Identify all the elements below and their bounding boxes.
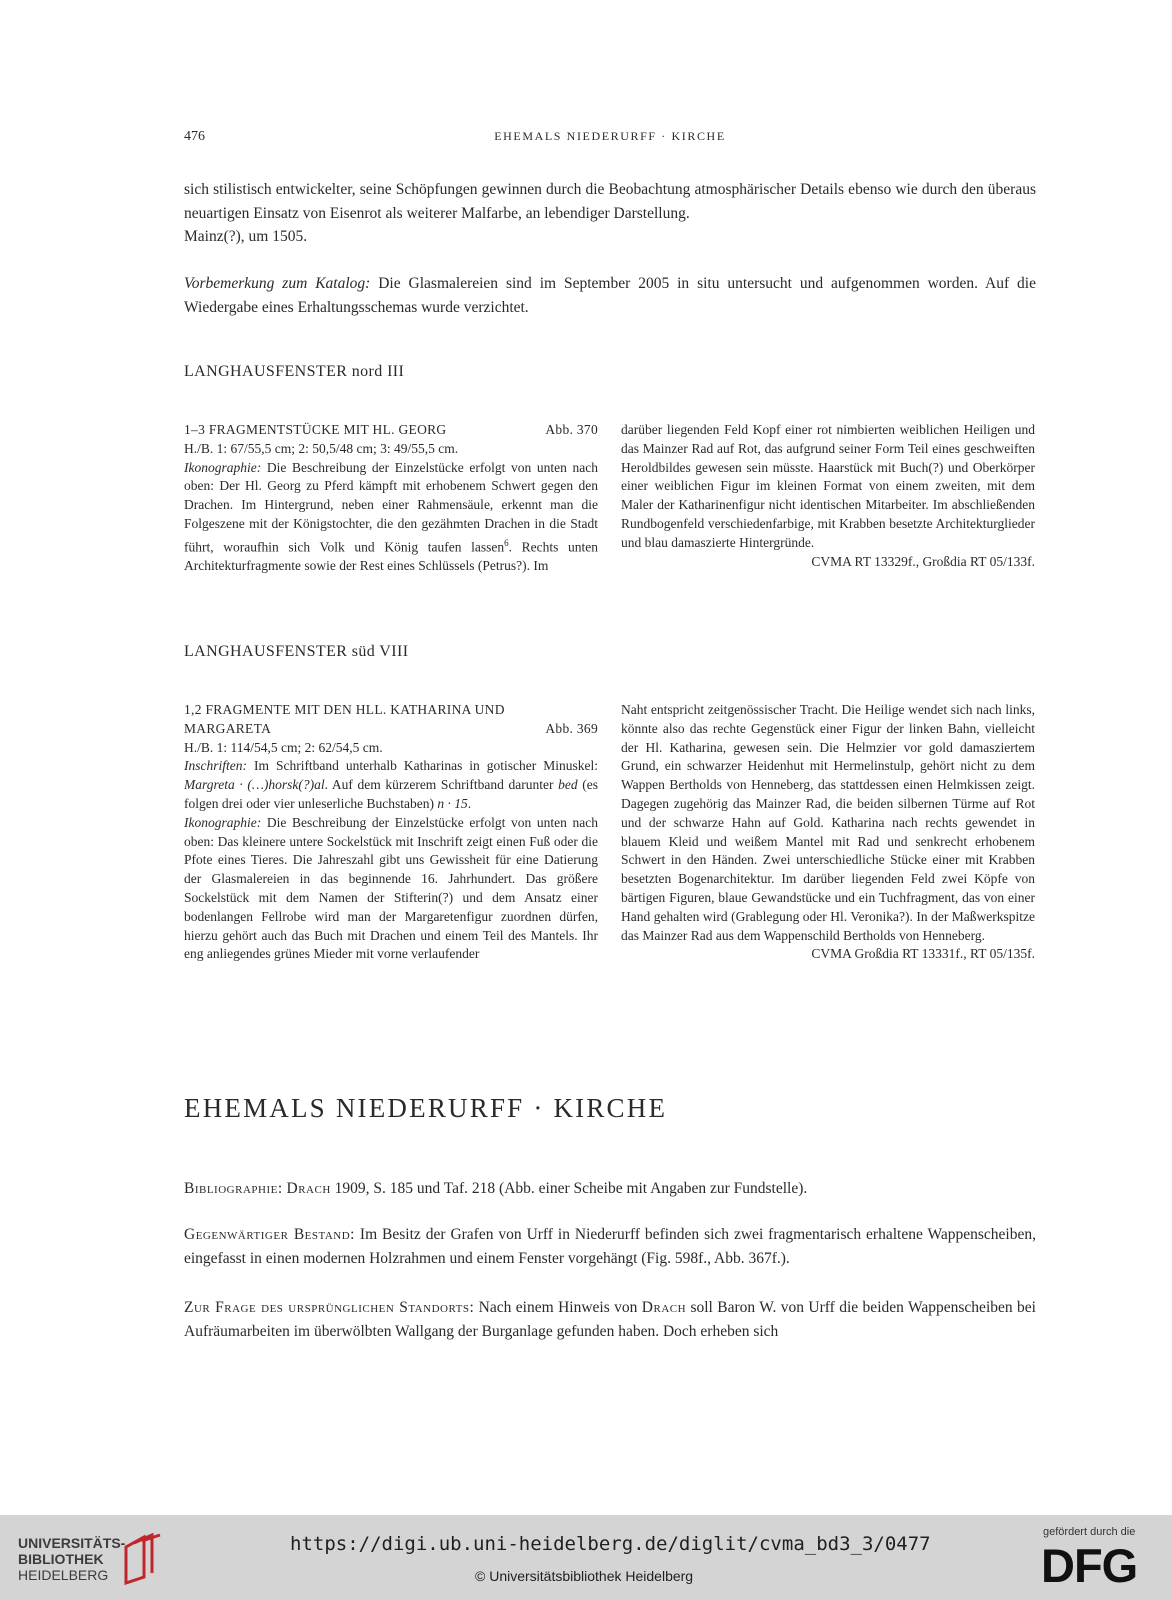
logo-line-1: UNIVERSITÄTS- — [18, 1535, 126, 1551]
entry-georg-left-column — [184, 421, 598, 576]
dimensions: H./B. 1: 67/55,5 cm; 2: 50,5/48 cm; 3: 49/55,5 cm. — [184, 440, 459, 456]
section-heading-nord-iii: LANGHAUSFENSTER nord III — [184, 363, 405, 380]
logo-line-3: HEIDELBERG — [18, 1567, 109, 1583]
running-title: EHEMALS NIEDERURFF · KIRCHE — [494, 129, 726, 143]
cvma-reference: CVMA Großdia RT 13331f., RT 05/135f. — [811, 946, 1035, 962]
running-head — [184, 129, 1036, 149]
description-text: Naht entspricht zeitgenössischer Tracht. Die Heilige wendet sich nach links, könnte also das rechte Gegenstück einer Figur der linken Bahn, vielleicht der Hl. Katharina, gewesen sein. Die Helmzier vor gold damasziertem Grund, ein schwarzer Heidenhut mit Hermelinstulp, gehört nicht zu dem Wappen Bertholds von Henneberg, das stattdessen einen Helmkissen zeigt. Dagegen zugehörig das Mainzer Rad, die beiden silbernen Türme auf Rot und der schwarze Hahn auf Gold. Katharina nach rechts gewendet in blauem Kleid und weißem Mantel mit Rad und senkrecht erhobenem Schwert in den Händen. Zwei unterschiedliche Stücke einer mit Krabben besetzten Bogenarchitektur. Im darüber liegenden Feld zwei Köpfe von bärtigen Figuren, blaue Gewandstücke und ein Tuchfragment, das von einer Hand gehalten wird (Grablegung oder Hl. Veronika?). In der Maßwerkspitze das Mainzer Rad aus dem Wappenschild Bertholds von Henneberg. — [621, 702, 1035, 943]
iconography-text: Die Beschreibung der Einzelstücke erfolgt von unten nach oben: Das kleinere untere Sockelstück mit Inschrift zeigt einen Fuß oder die Pfote eines Tieres. Die Jahreszahl gibt uns Gewissheit für eine Datierung der Glasmalereien in das beginnende 16. Jahrhundert. Das größere Sockelstück mit dem Namen der Stifterin(?) und dem Ansatz einer bodenlangen Fellrobe wird man der Margaretenfigur zuordnen dürfen, hierzu gehört auch das Buch mit Drachen und einem Teil des Mantels. Ihr eng anliegendes grünes Mieder mit vorne verlaufender — [184, 814, 598, 962]
inscriptions-paragraph — [184, 757, 598, 813]
section-heading-sued-viii: LANGHAUSFENSTER süd VIII — [184, 643, 409, 660]
entry-heading — [184, 720, 598, 739]
bibliography-label: Bibliographie: — [184, 1180, 283, 1197]
description-text: darüber liegenden Feld Kopf einer rot nimbierten weiblichen Heiligen und das Mainzer Rad auf Rot, das aufgrund seiner Form Teil eines geschweiften Heroldbildes gewesen sein müsste. Haarstück mit Buch(?) und Oberkörper einer weiblichen Figur im kleinen Format von einem zweiten, mit dem Maler der Katharinenfigur nicht identischen Mitarbeiter. Im abschließenden Rundbogenfeld verschiedenfarbige, mit Krabben besetzte Architekturglieder und blau damaszierte Hintergründe. — [621, 422, 1035, 550]
iconography-text-continued: . Rechts unten Architekturfragmente sowie der Rest eines Schlüssels (Petrus?). Im — [184, 539, 598, 574]
dimensions: H./B. 1: 114/54,5 cm; 2: 62/54,5 cm. — [184, 739, 383, 755]
entry-title: 1–3 FRAGMENTSTÜCKE MIT HL. GEORG — [184, 422, 447, 437]
library-logo-text[interactable] — [18, 1535, 125, 1583]
inscriptions-text: (es folgen drei oder vier unleserliche Buchstaben) — [184, 777, 599, 811]
bibliography-text: 1909, S. 185 und Taf. 218 (Abb. einer Scheibe mit Angaben zur Fundstelle). — [330, 1180, 808, 1197]
figure-reference: Abb. 370 — [545, 422, 598, 437]
inscriptions-text: Im Schriftband unterhalb Katharinas in gotischer Minuskel: — [247, 758, 598, 774]
entry-title-line1: 1,2 FRAGMENTE MIT DEN HLL. KATHARINA UND — [184, 702, 505, 717]
inscription-quote: n · 15 — [437, 795, 468, 811]
footer-bar — [0, 1515, 1172, 1600]
bibliography-author: Drach — [286, 1180, 331, 1197]
inscription-quote: Margreta · (…)horsk(?)al — [184, 777, 325, 793]
entry-title-line2: MARGARETA — [184, 720, 272, 736]
cvma-reference: CVMA RT 13329f., Großdia RT 05/133f. — [811, 553, 1035, 569]
original-location-author: Drach — [641, 1299, 687, 1316]
entry-georg-right-column — [621, 421, 1035, 571]
chapter-title: EHEMALS NIEDERURFF · KIRCHE — [184, 1093, 668, 1123]
iconography-label: Ikonographie: — [184, 459, 262, 475]
copyright-notice: © Universitätsbibliothek Heidelberg — [475, 1568, 694, 1584]
logo-line-2: BIBLIOTHEK — [18, 1551, 104, 1567]
inscriptions-label: Inschriften: — [184, 758, 247, 774]
original-location-paragraph — [184, 1296, 1036, 1344]
permalink-url[interactable]: https://digi.ub.uni-heidelberg.de/diglit/cvma_bd3_3/0477 — [290, 1533, 931, 1555]
current-holdings-label: Gegenwärtiger Bestand: — [184, 1226, 355, 1243]
funding-note: gefördert durch die — [1043, 1526, 1136, 1538]
current-holdings-text: Im Besitz der Grafen von Urff in Niederurff befinden sich zwei fragmentarisch erhaltene Wappenscheiben, eingefasst in einen modernen Holzrahmen und einem Fenster vorgehängt (Fig. 598f., Abb. 367f.). — [184, 1226, 1036, 1267]
dfg-logo: DFG — [1041, 1539, 1138, 1592]
page-number: 476 — [184, 129, 205, 144]
iconography-paragraph — [184, 459, 598, 576]
bibliography-paragraph — [184, 1177, 1036, 1201]
inscription-quote: bed — [558, 777, 578, 793]
library-logo-icon — [120, 1533, 162, 1585]
inscriptions-text: . Auf dem kürzerem Schriftband darunter — [324, 777, 559, 793]
original-location-label: Zur Frage des ursprünglichen Standorts: — [184, 1299, 475, 1316]
catalog-note-text: Die Glasmalereien sind im September 2005 in situ untersucht und aufgenommen worden. Auf die Wiedergabe eines Erhaltungsschemas wurde verzichtet. — [184, 275, 1036, 316]
intro-paragraph — [184, 178, 1036, 249]
iconography-paragraph — [184, 814, 598, 964]
intro-dating: Mainz(?), um 1505. — [184, 228, 308, 245]
inscriptions-text: . — [467, 795, 472, 811]
catalog-note — [184, 272, 1036, 319]
original-location-text: Nach einem Hinweis von — [474, 1299, 642, 1316]
entry-katharina-left-column — [184, 701, 598, 964]
iconography-label: Ikonographie: — [184, 814, 262, 830]
entry-katharina-right-column — [621, 701, 1035, 964]
figure-reference: Abb. 369 — [545, 720, 598, 736]
original-location-text-continued: soll Baron W. von Urff die beiden Wappenscheiben bei Aufräumarbeiten im überwölbten Wallgang der Burganlage gefunden haben. Doch erheben sich — [184, 1299, 1036, 1340]
entry-heading — [184, 421, 598, 440]
iconography-text: Die Beschreibung der Einzelstücke erfolgt von unten nach oben: Der Hl. Georg zu Pferd kämpft mit erhobenem Schwert gegen den Drachen. Im Hintergrund, neben einer Rahmensäule, erkennt man die Folgeszene mit der Königstochter, die den gezähmten Drachen in die Stadt führt, woraufhin sich Volk und König taufen lassen — [184, 459, 598, 555]
footnote-marker: 6 — [504, 537, 509, 548]
current-holdings-paragraph — [184, 1223, 1036, 1271]
intro-text: sich stilistisch entwickelter, seine Schöpfungen gewinnen durch die Beobachtung atmosphärischer Details ebenso wie durch den überaus neuartigen Einsatz von Eisenrot als weiterer Malfarbe, an lebendiger Darstellung. — [184, 181, 1036, 222]
catalog-note-label: Vorbemerkung zum Katalog: — [184, 275, 371, 292]
